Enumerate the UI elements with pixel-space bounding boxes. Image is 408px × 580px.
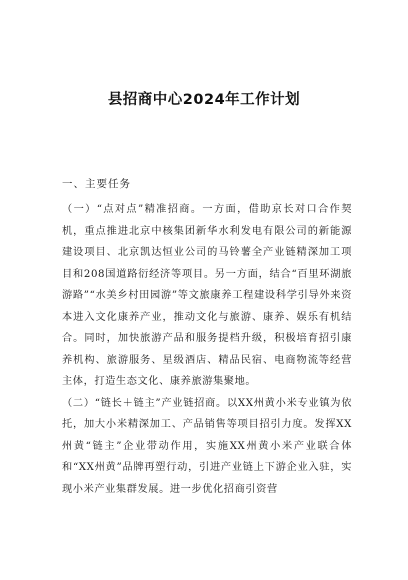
document-title: 县招商中心2024年工作计划 [107, 92, 301, 108]
paragraph-1: （一）“点对点”精准招商。一方面，借助京长对口合作契机，重点推进北京中核集团新华水利发电有限公司的新能源建设项目、北京凯达恒业公司的马铃薯全产业链精深加工项目和208国道路衍经济等项目。另一方面，结合“百里环湖旅游路”“水美乡村田园游”等文旅康养工程建设科学引导外来资本进入文化康养产业，推动文化与旅游、康养、娱乐有机结合。同时，加快旅游产品和服务提档升级，积极培育招引康养机构、旅游服务、星级酒店、精品民宿、电商物流等经营主体，打造生态文化、康养旅游集聚地。 [62, 204, 352, 387]
section-heading: 一、主要任务 [62, 178, 131, 190]
body-text [62, 199, 352, 500]
paragraph-2: （二）“链长＋链主”产业链招商。以XX州黄小米专业镇为依托，加大小米精深加工、产品销售等项目招引力度。发挥XX州黄“链主”企业带动作用，实施XX州黄小米产业联合体和“XX州黄”品牌再塑行动，引进产业链上下游企业入驻，实现小米产业集群发展。进一步优化招商引资营 [62, 397, 352, 495]
